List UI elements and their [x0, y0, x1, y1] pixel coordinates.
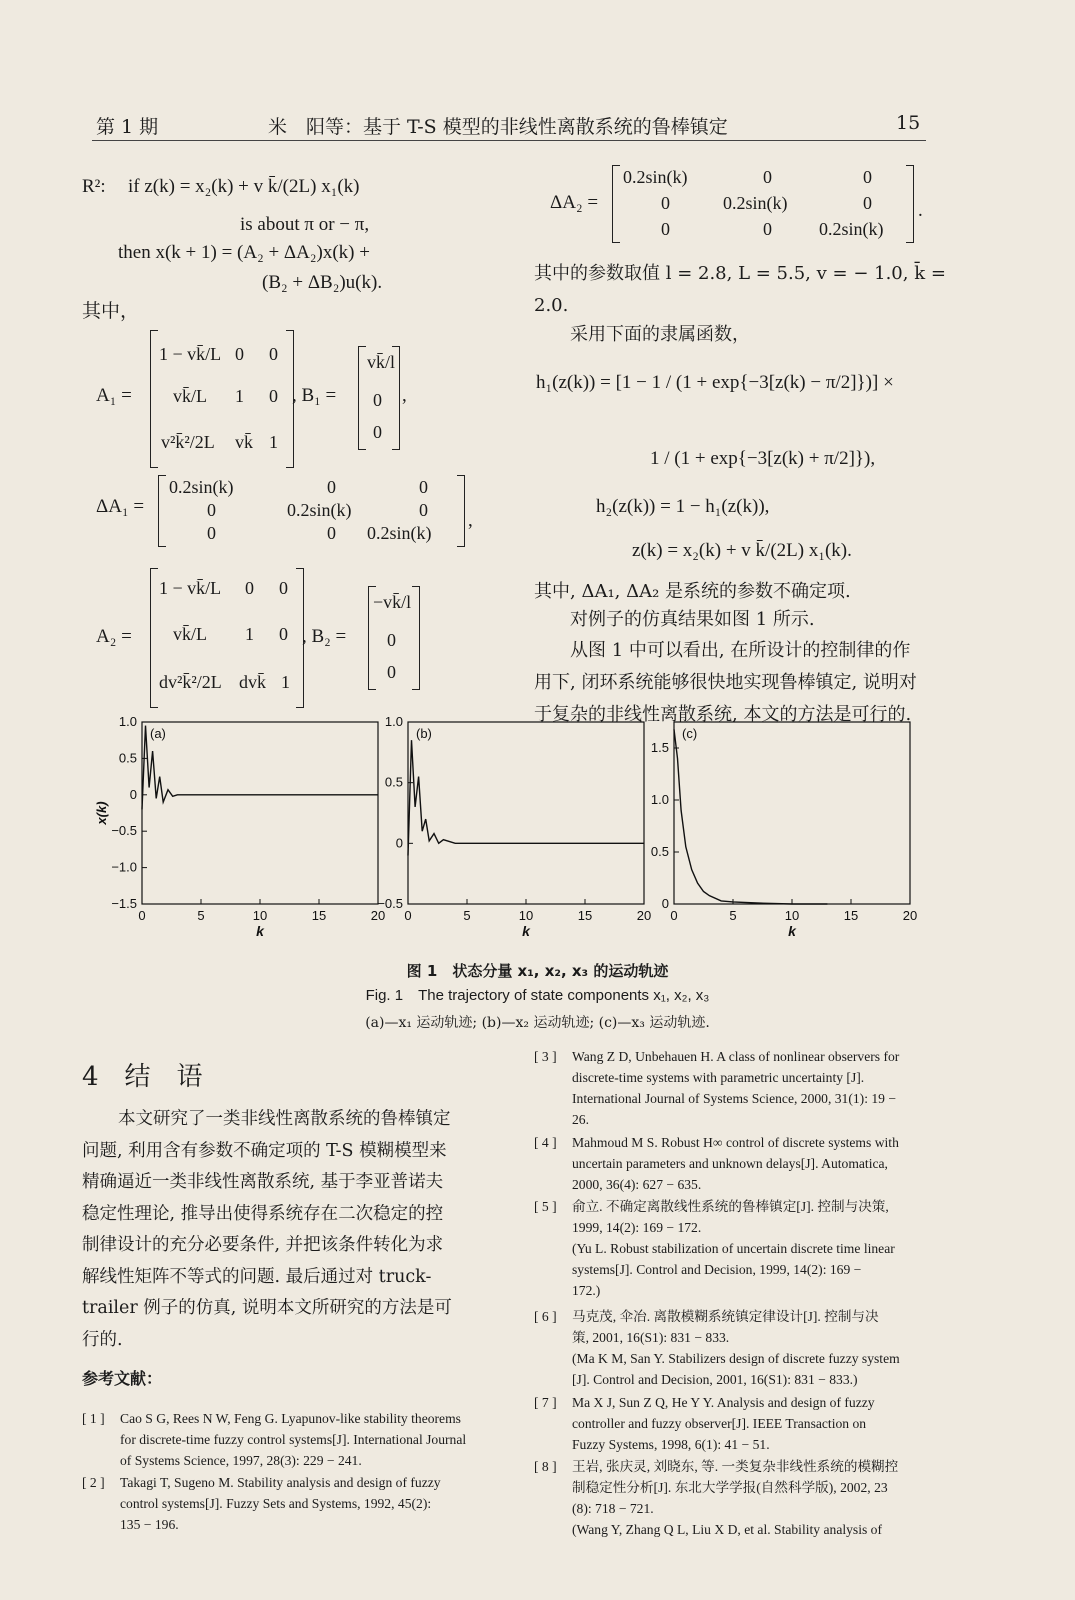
- rule-label: R²:: [82, 176, 106, 197]
- plot-frame: [142, 722, 378, 904]
- section-body: 本文研究了一类非线性离散系统的鲁棒镇定 问题, 利用含有参数不确定项的 T-S 模糊模型来 精确逼近一类非线性离散系统, 基于李亚普诺夫 稳定性理论, 推导出使得系统存在二次稳定的控 制律设计的充分必要条件, 并把该条件转化为求 解线性矩阵不等式的问题. 最后通过对 truck- trailer 例子的仿真, 说明本文所研究的方法是可 行的.: [82, 1109, 452, 1350]
- y-tick-label: −1.0: [111, 859, 137, 875]
- h1-line-1: h₁(z(k)) = [1 − 1 / (1 + exp{−3[z(k) − π/2]})] ×: [536, 372, 894, 393]
- y-tick-label: 0.5: [118, 750, 137, 766]
- series-line: [674, 729, 827, 904]
- y-tick-label: 0: [661, 896, 669, 911]
- matrix-b1-comma: ,: [402, 385, 407, 406]
- z-formula: z(k) = x₂(k) + v k̄/(2L) x₁(k).: [632, 540, 852, 561]
- panel-label: (a): [150, 726, 166, 741]
- x-tick-label: 20: [902, 908, 918, 923]
- matrix-a1-label: A₁ =: [96, 385, 132, 406]
- x-tick-label: 15: [577, 908, 593, 923]
- y-tick-label: −1.5: [111, 896, 137, 911]
- x-tick-label: 10: [784, 908, 800, 923]
- matrix-a1: 1 − vk̄/L 0 0 vk̄/L 1 0 v²k̄²/2L vk̄ 1: [150, 330, 294, 468]
- reference-item: [ 2 ] Takagi T, Sugeno M. Stability analysis and design of fuzzy control systems[J]. Fuzzy Sets and Systems, 1992, 45(2): 135 − 196.: [82, 1475, 441, 1532]
- figure-caption-en: Fig. 1 The trajectory of state components x₁, x₂, x₃: [365, 987, 710, 1004]
- reference-item: [ 6 ] 马克茂, 伞冶. 离散模糊系统镇定律设计[J]. 控制与决 策, 2001, 16(S1): 831 − 833. (Ma K M, San Y. Stabilizers design of discrete fuzzy system [J]. Control and Decision, 2001, 16(S1): 831 − 833.): [534, 1309, 900, 1387]
- reference-item: [ 7 ] Ma X J, Sun Z Q, He Y Y. Analysis and design of fuzzy controller and fuzzy observer[J]. IEEE Transaction on Fuzzy Systems, 1998, 6(1): 41 − 51.: [534, 1395, 875, 1452]
- reference-item: [ 3 ] Wang Z D, Unbehauen H. A class of nonlinear observers for discrete-time systems with parametric uncertainty [J]. International Journal of Systems Science, 2000, 31(1): 19 − 26.: [534, 1049, 900, 1127]
- reference-item: [ 4 ] Mahmoud M S. Robust H∞ control of discrete systems with uncertain parameters and unknown delays[J]. Automatica, 2000, 36(4): 627 − 635.: [534, 1135, 899, 1192]
- matrix-b1-label: , B₁ =: [292, 385, 337, 406]
- conclusion-line-3: 于复杂的非线性离散系统, 本文的方法是可行的.: [534, 704, 912, 725]
- conclusion-line-1: 从图 1 中可以看出, 在所设计的控制律的作: [570, 640, 911, 661]
- running-title: 米 阳等：基于 T-S 模型的非线性离散系统的鲁棒镇定: [268, 116, 728, 138]
- y-tick-label: 0: [129, 786, 137, 802]
- x-axis-label: k: [788, 923, 796, 939]
- x-tick-label: 5: [729, 908, 737, 923]
- y-tick-label: 1.0: [384, 714, 403, 729]
- plot-frame: [408, 722, 644, 904]
- matrix-da1-label: ΔA₁ =: [96, 496, 145, 517]
- matrix-a2-label: A₂ =: [96, 626, 132, 647]
- simulation-text: 对例子的仿真结果如图 1 所示.: [570, 609, 815, 630]
- matrix-da1-comma: ,: [468, 510, 473, 531]
- y-tick-label: 1.0: [118, 714, 137, 729]
- y-tick-label: 1.0: [650, 792, 669, 807]
- y-tick-label: 1.5: [650, 740, 669, 755]
- x-tick-label: 0: [404, 908, 412, 923]
- matrix-b2: −vk̄/l 0 0: [368, 586, 420, 690]
- y-tick-label: −0.5: [111, 823, 137, 839]
- x-tick-label: 5: [197, 908, 205, 923]
- series-line: [408, 740, 644, 855]
- figure-subcaption: (a)—x₁ 运动轨迹; (b)—x₂ 运动轨迹; (c)—x₃ 运动轨迹.: [365, 1015, 710, 1031]
- reference-item: [ 1 ] Cao S G, Rees N W, Feng G. Lyapunov-like stability theorems for discrete-time fuzzy control systems[J]. International Journal of Systems Science, 1997, 28(3): 229 − 241.: [82, 1411, 467, 1468]
- x-tick-label: 20: [636, 908, 652, 923]
- x-tick-label: 15: [843, 908, 859, 923]
- rule-if: if z(k) = x₂(k) + v k̄/(2L) x₁(k): [128, 176, 360, 197]
- matrix-a2: 1 − vk̄/L 0 0 vk̄/L 1 0 dv²k̄²/2L dvk̄ 1: [150, 568, 304, 708]
- matrix-b1: vk̄/l 0 0: [358, 346, 400, 450]
- section-title: 4 结 语: [82, 1062, 203, 1092]
- x-tick-label: 10: [252, 908, 268, 923]
- where-label: 其中，: [82, 300, 140, 322]
- panel-label: (b): [416, 726, 432, 741]
- matrix-da2-period: .: [918, 200, 923, 221]
- matrix-da1: 0.2sin(k) 0 0 0 0.2sin(k) 0 0 0 0.2sin(k): [158, 475, 465, 547]
- series-line: [142, 726, 378, 810]
- x-axis-label: k: [256, 923, 264, 939]
- x-tick-label: 15: [311, 908, 327, 923]
- x-tick-label: 0: [138, 908, 146, 923]
- y-tick-label: −0.5: [377, 896, 403, 911]
- y-tick-label: 0.5: [650, 844, 669, 859]
- y-axis-label: x(k): [94, 801, 109, 825]
- h1-line-2: 1 / (1 + exp{−3[z(k) + π/2]}),: [650, 448, 876, 469]
- membership-intro: 采用下面的隶属函数，: [570, 324, 750, 345]
- x-tick-label: 20: [370, 908, 386, 923]
- x-tick-label: 10: [518, 908, 534, 923]
- reference-item: [ 5 ] 俞立. 不确定离散线性系统的鲁棒镇定[J]. 控制与决策, 1999, 14(2): 169 − 172. (Yu L. Robust stabilization of uncertain discrete time linear systems[J]. Control and Decision, 1999, 14(2): 169 − 172.): [534, 1199, 895, 1298]
- header-rule: [92, 140, 926, 141]
- plot-frame: [674, 722, 910, 904]
- uncertain-text: 其中, ΔA₁, ΔA₂ 是系统的参数不确定项.: [534, 581, 851, 602]
- matrix-da2: 0.2sin(k) 0 0 0 0.2sin(k) 0 0 0 0.2sin(k): [612, 165, 914, 243]
- params-line-1: 其中的参数取值 l = 2.8, L = 5.5, v = − 1.0, k̄ =: [534, 263, 946, 284]
- journal-issue: 第 1 期: [96, 116, 159, 138]
- reference-item: [ 8 ] 王岩, 张庆灵, 刘晓东, 等. 一类复杂非线性系统的模糊控 制稳定性分析[J]. 东北大学学报(自然科学版), 2002, 23 (8): 718 − 721. (Wang Y, Zhang Q L, Liu X D, et al. Stability analysis of: [534, 1459, 899, 1537]
- references-heading: 参考文献：: [82, 1369, 163, 1388]
- params-line-2: 2.0.: [534, 295, 569, 316]
- rule-about: is about π or − π,: [240, 214, 370, 235]
- x-tick-label: 5: [463, 908, 471, 923]
- matrix-da2-label: ΔA₂ =: [550, 192, 599, 213]
- x-tick-label: 0: [670, 908, 678, 923]
- y-tick-label: 0.5: [384, 774, 403, 790]
- matrix-b2-label: , B₂ =: [302, 626, 347, 647]
- y-tick-label: 0: [395, 835, 403, 851]
- rule-then-1: then x(k + 1) = (A₂ + ΔA₂)x(k) +: [118, 242, 370, 263]
- x-axis-label: k: [522, 923, 530, 939]
- figure-caption-cn: 图 1 状态分量 x₁, x₂, x₃ 的运动轨迹: [406, 962, 669, 980]
- h2-formula: h₂(z(k)) = 1 − h₁(z(k)),: [596, 496, 770, 517]
- rule-then-2: (B₂ + ΔB₂)u(k).: [262, 272, 383, 293]
- conclusion-line-2: 用下, 闭环系统能够很快地实现鲁棒镇定, 说明对: [534, 672, 917, 693]
- panel-label: (c): [682, 726, 698, 741]
- page-number: 15: [896, 112, 921, 134]
